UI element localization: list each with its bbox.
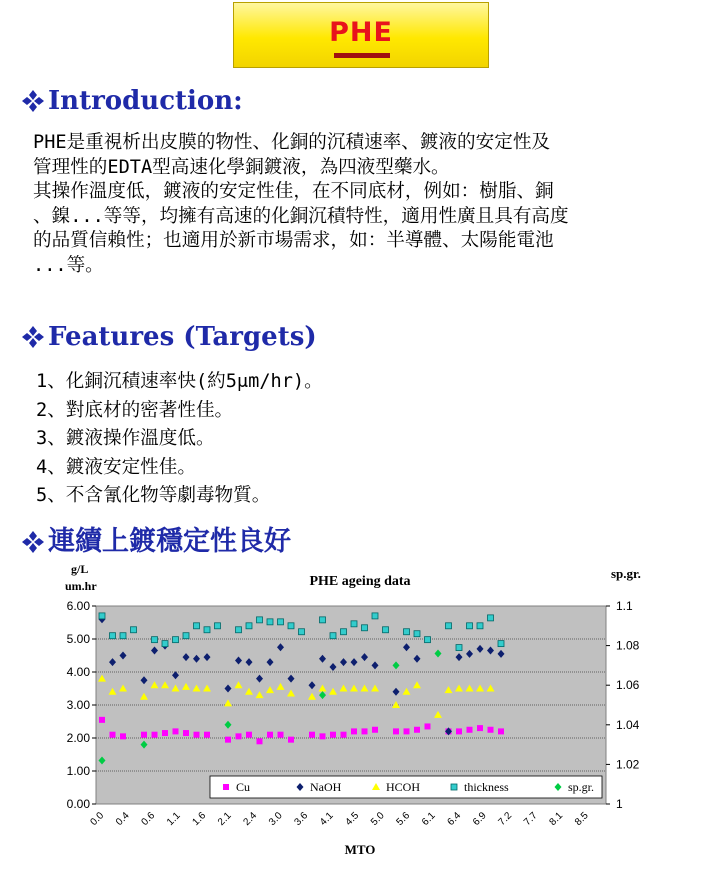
x-tick-label: 3.0 xyxy=(267,810,285,828)
intro-line: ...等。 xyxy=(33,254,104,276)
legend-marker xyxy=(223,784,229,790)
data-point-cu xyxy=(99,717,105,723)
x-tick-label: 8.1 xyxy=(547,810,566,828)
intro-line: 管理性的EDTA型高速化學銅鍍液，為四液型藥水。 xyxy=(33,156,450,178)
data-point-thickness xyxy=(362,625,368,631)
data-point-cu xyxy=(309,732,315,738)
data-point-thickness xyxy=(152,637,158,643)
right-tick-label: 1 xyxy=(616,797,623,811)
data-point-thickness xyxy=(204,627,210,633)
data-point-cu xyxy=(425,723,431,729)
data-point-cu xyxy=(288,737,294,743)
data-point-thickness xyxy=(288,623,294,629)
x-tick-label: 0.0 xyxy=(88,810,107,828)
data-point-cu xyxy=(183,730,189,736)
introduction-heading-text: Introduction: xyxy=(48,86,243,116)
diamond-bullet-icon xyxy=(20,88,46,114)
data-point-cu xyxy=(330,732,336,738)
data-point-thickness xyxy=(383,627,389,633)
data-point-cu xyxy=(204,732,210,738)
y-axis-label-left-2: um.hr xyxy=(65,579,97,593)
data-point-thickness xyxy=(488,615,494,621)
feature-item: 2、對底材的密著性佳。 xyxy=(36,399,234,421)
data-point-thickness xyxy=(404,629,410,635)
introduction-heading xyxy=(20,86,243,116)
data-point-cu xyxy=(236,733,242,739)
data-point-cu xyxy=(477,725,483,731)
intro-line: 其操作溫度低，鍍液的安定性佳，在不同底材，例如：樹脂、銅 xyxy=(33,181,554,202)
x-axis-label: MTO xyxy=(344,842,376,857)
data-point-cu xyxy=(194,732,200,738)
legend-label: HCOH xyxy=(386,780,421,794)
data-point-thickness xyxy=(257,617,263,623)
legend-marker xyxy=(451,784,457,790)
data-point-cu xyxy=(467,727,473,733)
data-point-cu xyxy=(362,728,368,734)
data-point-thickness xyxy=(194,623,200,629)
x-tick-label: 5.0 xyxy=(369,810,387,828)
ageing-chart-svg xyxy=(0,560,720,872)
intro-line: 的品質信賴性；也適用於新市場需求，如：半導體、太陽能電池 xyxy=(33,230,554,251)
feature-item: 3、鍍液操作溫度低。 xyxy=(36,428,215,449)
data-point-thickness xyxy=(330,633,336,639)
x-tick-label: 4.1 xyxy=(318,810,336,828)
features-list xyxy=(36,368,323,511)
data-point-cu xyxy=(152,732,158,738)
right-tick-label: 1.04 xyxy=(616,717,640,732)
feature-item: 1、化銅沉積速率快(約5μm/hr)。 xyxy=(36,371,323,392)
data-point-thickness xyxy=(351,621,357,627)
data-point-thickness xyxy=(467,623,473,629)
data-point-cu xyxy=(120,733,126,739)
data-point-thickness xyxy=(120,633,126,639)
data-point-cu xyxy=(110,732,116,738)
y-axis-label-left-1: g/L xyxy=(71,562,89,576)
data-point-thickness xyxy=(110,633,116,639)
data-point-cu xyxy=(404,728,410,734)
x-tick-label: 2.1 xyxy=(216,810,234,828)
x-tick-label: 6.9 xyxy=(471,810,489,828)
data-point-thickness xyxy=(278,619,284,625)
data-point-cu xyxy=(162,730,168,736)
data-point-thickness xyxy=(372,613,378,619)
title-underline xyxy=(334,53,390,58)
left-tick-label: 0.00 xyxy=(66,797,90,811)
data-point-cu xyxy=(414,727,420,733)
data-point-thickness xyxy=(320,617,326,623)
left-tick-label: 4.00 xyxy=(66,665,90,679)
x-tick-label: 0.4 xyxy=(114,810,132,828)
intro-line: 、鎳...等等，均擁有高速的化銅沉積特性，適用性廣且具有高度 xyxy=(33,205,569,227)
left-tick-label: 6.00 xyxy=(66,599,90,613)
data-point-cu xyxy=(278,732,284,738)
x-tick-label: 6.1 xyxy=(420,810,438,828)
stability-heading xyxy=(20,527,291,557)
data-point-cu xyxy=(393,728,399,734)
x-tick-label: 2.4 xyxy=(241,810,260,828)
data-point-cu xyxy=(246,732,252,738)
left-tick-label: 2.00 xyxy=(66,731,90,745)
intro-line: PHE是重視析出皮膜的物性、化銅的沉積速率、鍍液的安定性及 xyxy=(33,132,551,153)
data-point-thickness xyxy=(173,637,179,643)
data-point-thickness xyxy=(477,623,483,629)
x-tick-label: 7.7 xyxy=(522,810,540,828)
legend xyxy=(210,776,602,798)
diamond-bullet-icon xyxy=(20,324,46,350)
data-point-cu xyxy=(351,728,357,734)
data-point-thickness xyxy=(236,627,242,633)
data-point-thickness xyxy=(99,613,105,619)
left-tick-label: 5.00 xyxy=(66,632,90,646)
x-tick-label: 3.6 xyxy=(292,810,311,828)
x-tick-label: 5.6 xyxy=(394,810,413,828)
diamond-bullet-icon xyxy=(20,529,46,555)
chart-title: PHE ageing data xyxy=(309,574,411,589)
y-axis-label-right: sp.gr. xyxy=(611,566,641,581)
data-point-cu xyxy=(257,738,263,744)
features-heading-text: Features (Targets) xyxy=(48,322,317,352)
data-point-thickness xyxy=(299,629,305,635)
features-heading xyxy=(20,322,317,352)
x-tick-label: 4.5 xyxy=(343,810,362,828)
data-point-thickness xyxy=(131,627,137,633)
legend-label: thickness xyxy=(464,780,509,794)
x-tick-label: 7.2 xyxy=(496,810,515,828)
right-tick-label: 1.08 xyxy=(616,638,640,653)
introduction-body xyxy=(33,131,713,278)
data-point-cu xyxy=(267,732,273,738)
x-tick-label: 1.1 xyxy=(165,810,183,828)
data-point-thickness xyxy=(425,637,431,643)
data-point-cu xyxy=(173,728,179,734)
data-point-cu xyxy=(498,728,504,734)
data-point-thickness xyxy=(498,641,504,647)
data-point-cu xyxy=(372,727,378,733)
left-tick-label: 3.00 xyxy=(66,698,90,712)
x-tick-label: 8.5 xyxy=(573,810,591,828)
data-point-thickness xyxy=(341,629,347,635)
legend-label: NaOH xyxy=(310,780,342,794)
data-point-thickness xyxy=(162,641,168,647)
right-tick-label: 1.06 xyxy=(616,678,640,693)
data-point-thickness xyxy=(414,631,420,637)
stability-heading-text: 連續上鍍穩定性良好 xyxy=(48,526,291,557)
data-point-thickness xyxy=(446,623,452,629)
x-tick-label: 6.4 xyxy=(445,810,464,828)
x-tick-label: 0.6 xyxy=(139,810,158,828)
data-point-cu xyxy=(225,737,231,743)
data-point-cu xyxy=(488,727,494,733)
feature-item: 5、不含氰化物等劇毒物質。 xyxy=(36,485,271,506)
legend-label: Cu xyxy=(236,780,251,794)
data-point-cu xyxy=(341,732,347,738)
title-banner xyxy=(233,2,489,68)
data-point-cu xyxy=(320,733,326,739)
right-tick-label: 1.02 xyxy=(616,757,640,772)
data-point-thickness xyxy=(183,633,189,639)
data-point-thickness xyxy=(456,645,462,651)
data-point-cu xyxy=(141,732,147,738)
data-point-cu xyxy=(456,728,462,734)
right-tick-label: 1.1 xyxy=(616,599,633,613)
page-title: PHE xyxy=(329,16,393,48)
data-point-thickness xyxy=(267,619,273,625)
left-tick-label: 1.00 xyxy=(66,764,90,778)
feature-item: 4、鍍液安定性佳。 xyxy=(36,456,196,478)
data-point-thickness xyxy=(246,623,252,629)
ageing-chart xyxy=(0,560,720,872)
x-tick-label: 1.6 xyxy=(190,810,209,828)
data-point-thickness xyxy=(215,623,221,629)
legend-label: sp.gr. xyxy=(568,780,595,794)
